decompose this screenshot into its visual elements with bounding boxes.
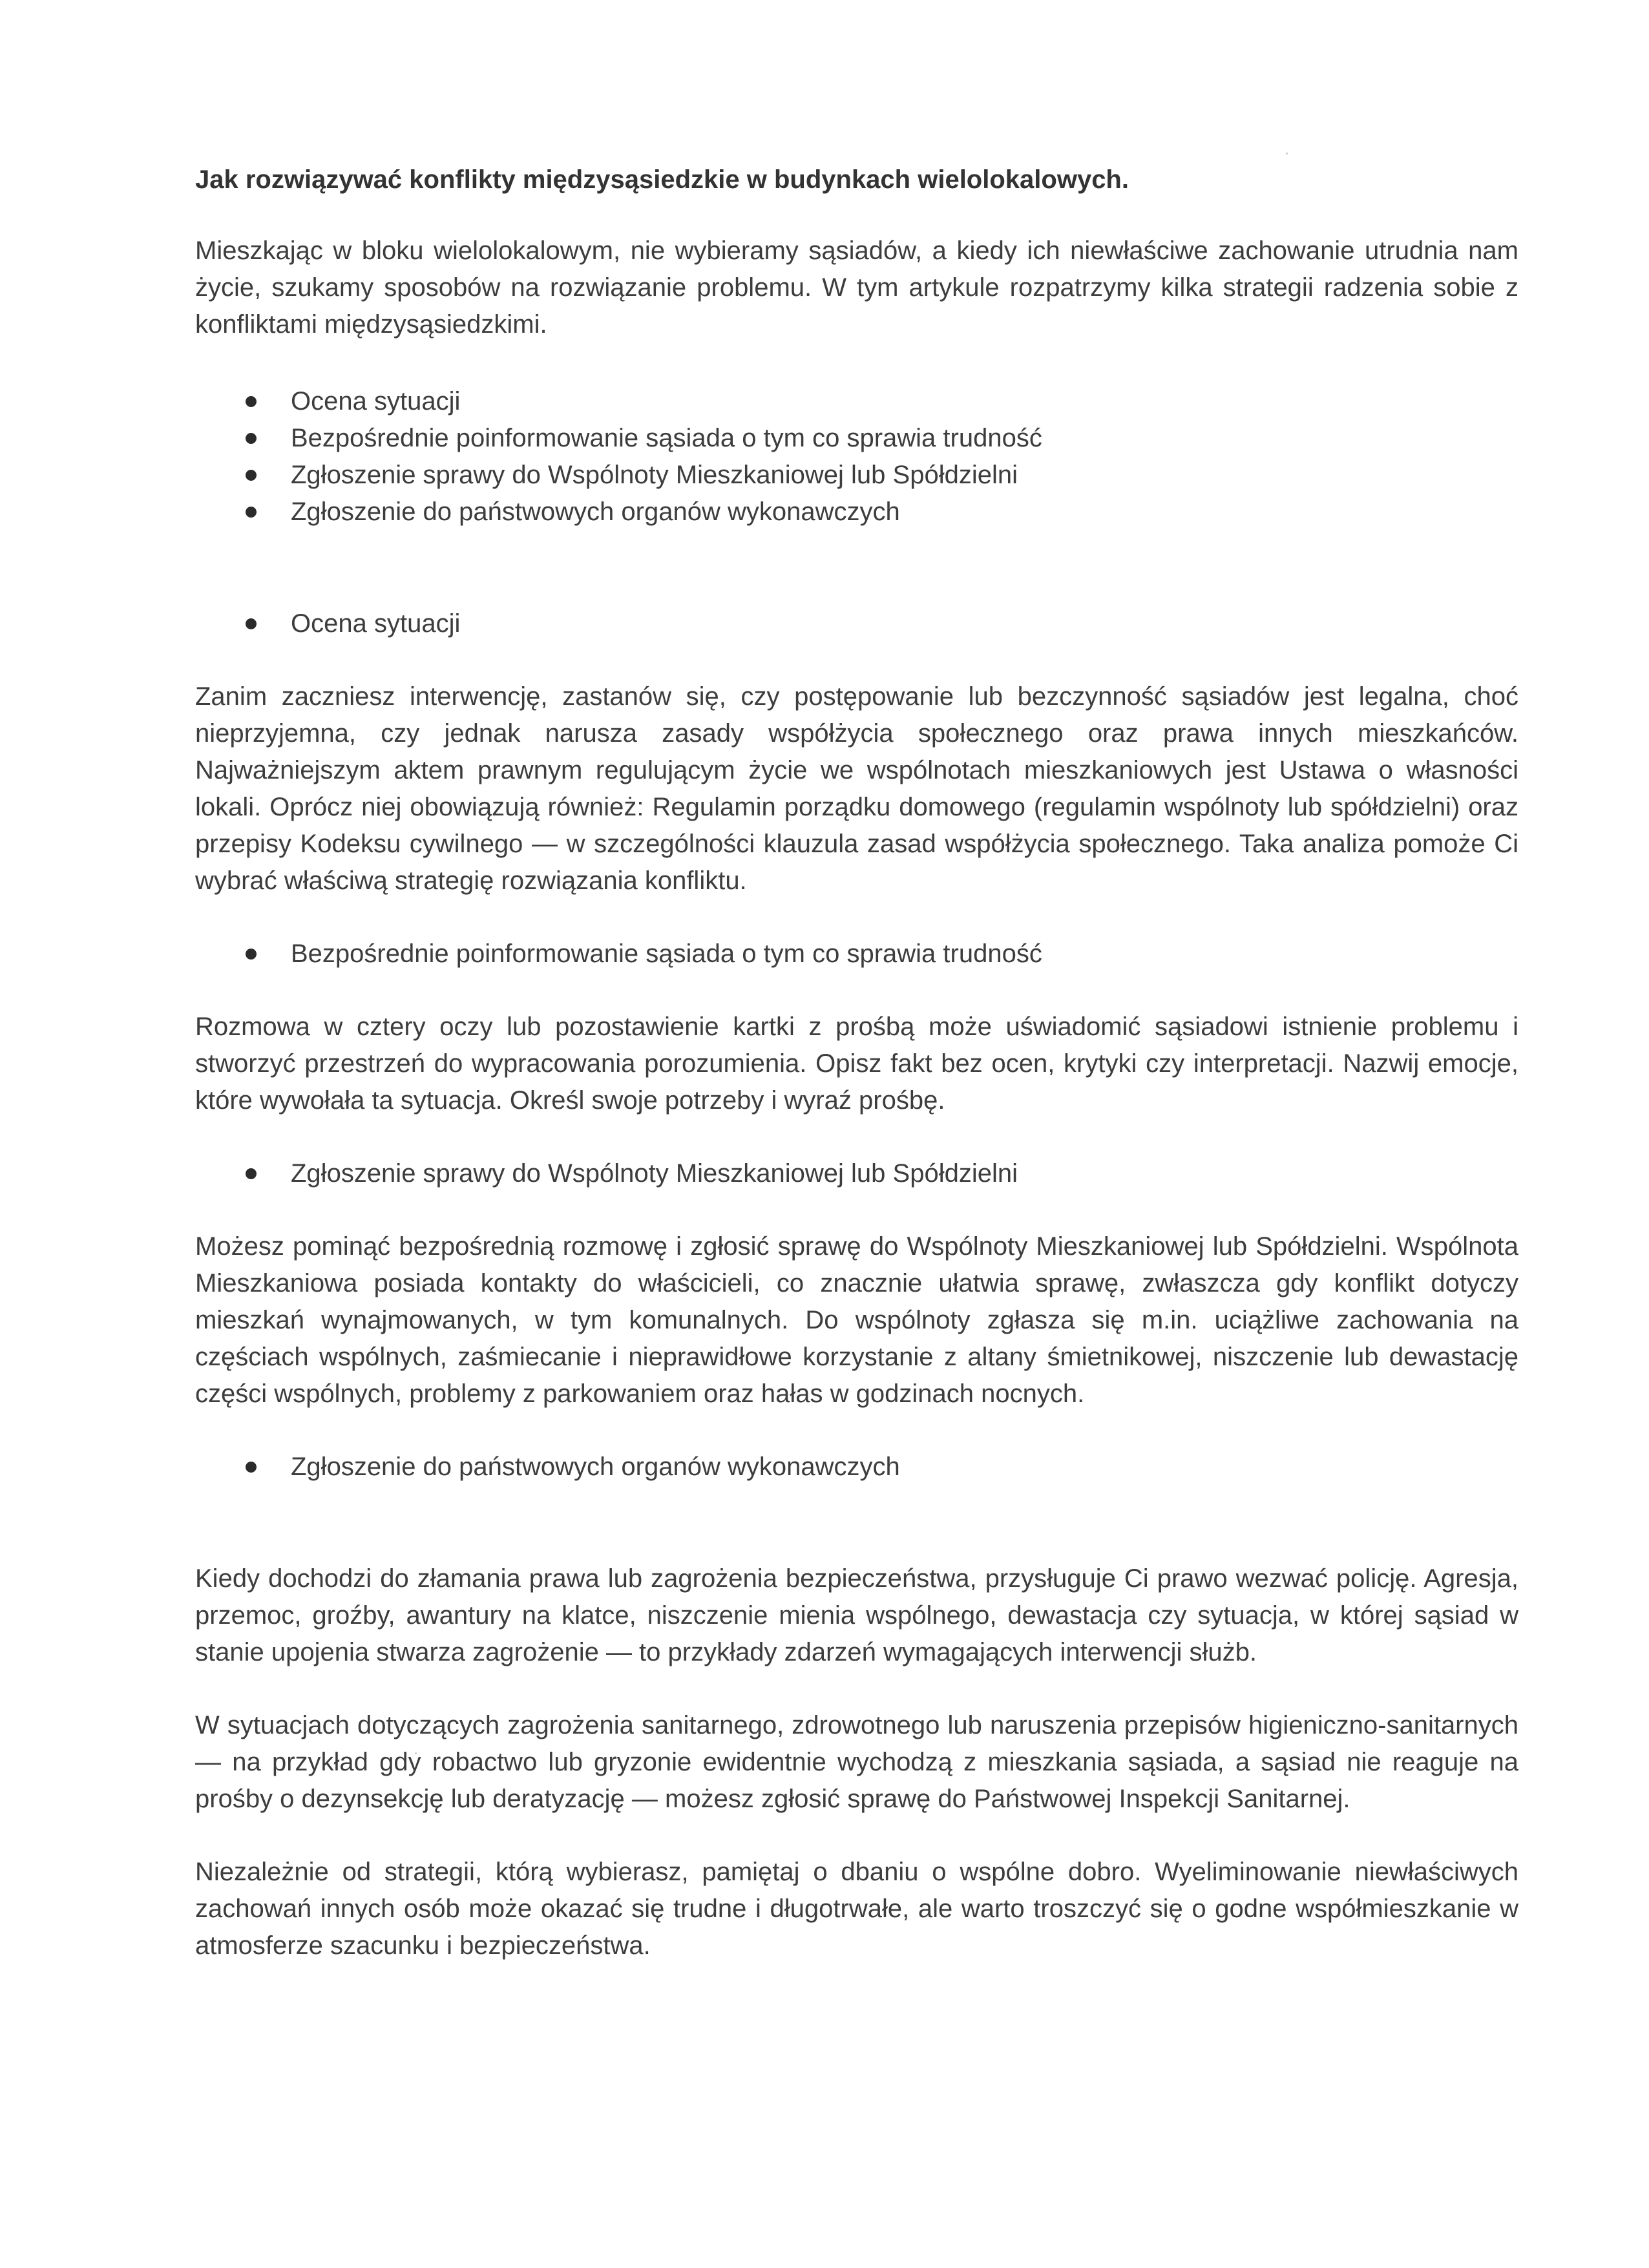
toc-item xyxy=(195,420,1518,457)
section-heading-label: Zgłoszenie sprawy do Wspólnoty Mieszkaniowej lub Spółdzielni xyxy=(291,1159,1018,1188)
bullet-icon xyxy=(246,949,257,960)
intro-paragraph: Mieszkając w bloku wielolokalowym, nie wybieramy sąsiadów, a kiedy ich niewłaściwe zachowanie utrudnia nam życie, szukamy sposobów na rozwiązanie problemu. W tym artykule rozpatrzymy kilka strategii radzenia sobie z konfliktami międzysąsiedzkimi. xyxy=(195,236,1518,339)
toc-item xyxy=(195,457,1518,494)
section-heading xyxy=(195,1449,1518,1486)
bullet-icon xyxy=(246,396,257,407)
bullet-icon xyxy=(246,1462,257,1473)
bullet-icon xyxy=(246,433,257,444)
section-paragraph: Możesz pominąć bezpośrednią rozmowę i zgłosić sprawę do Wspólnoty Mieszkaniowej lub Spółdzielni. Wspólnota Mieszkaniowa posiada kontakty do właścicieli, co znacznie ułatwia sprawę, zwłaszcza gdy konflikt dotyczy mieszkań wynajmowanych, w tym komunalnych. Do wspólnoty zgłasza się m.in. uciążliwe zachowania na częściach wspólnych, zaśmiecanie i nieprawidłowe korzystanie z altany śmietnikowej, niszczenie lub dewastację części wspólnych, problemy z parkowaniem oraz hałas w godzinach nocnych. xyxy=(195,1232,1518,1408)
bullet-icon xyxy=(246,507,257,518)
toc-item-label: Bezpośrednie poinformowanie sąsiada o tym co sprawia trudność xyxy=(291,424,1042,452)
toc-list xyxy=(195,383,1518,530)
toc-item xyxy=(195,494,1518,530)
toc-item-label: Zgłoszenie sprawy do Wspólnoty Mieszkaniowej lub Spółdzielni xyxy=(291,461,1018,489)
section-paragraph: Rozmowa w cztery oczy lub pozostawienie kartki z prośbą może uświadomić sąsiadowi istnienie problemu i stworzyć przestrzeń do wypracowania porozumienia. Opisz fakt bez ocen, krytyki czy interpretacji. Nazwij emocje, które wywołała ta sytuacja. Określ swoje potrzeby i wyraź prośbę. xyxy=(195,1013,1518,1115)
section-heading xyxy=(195,1155,1518,1192)
section-paragraph: W sytuacjach dotyczących zagrożenia sanitarnego, zdrowotnego lub naruszenia przepisów higieniczno-sanitarnych — na przykład gdy robactwo lub gryzonie ewidentnie wychodzą z mieszkania sąsiada, a sąsiad nie reaguje na prośby o dezynsekcję lub deratyzację — możesz zgłosić sprawę do Państwowej Inspekcji Sanitarnej. xyxy=(195,1711,1518,1813)
section-paragraph: Kiedy dochodzi do złamania prawa lub zagrożenia bezpieczeństwa, przysługuje Ci prawo wezwać policję. Agresja, przemoc, groźby, awantury na klatce, niszczenie mienia wspólnego, dewastacja czy sytuacja, w której sąsiad w stanie upojenia stwarza zagrożenie — to przykłady zdarzeń wymagających interwencji służb. xyxy=(195,1564,1518,1666)
section-heading-label: Ocena sytuacji xyxy=(291,609,461,638)
section-heading xyxy=(195,936,1518,972)
document-body xyxy=(195,162,1518,1964)
bullet-icon xyxy=(246,618,257,629)
section-paragraph: Zanim zaczniesz interwencję, zastanów się, czy postępowanie lub bezczynność sąsiadów jest legalna, choć nieprzyjemna, czy jednak narusza zasady współżycia społecznego oraz prawa innych mieszkańców. Najważniejszym aktem prawnym regulującym życie we wspólnotach mieszkaniowych jest Ustawa o własności lokali. Oprócz niej obowiązują również: Regulamin porządku domowego (regulamin wspólnoty lub spółdzielni) oraz przepisy Kodeksu cywilnego — w szczególności klauzula zasad współżycia społecznego. Taka analiza pomoże Ci wybrać właściwą strategię rozwiązania konfliktu. xyxy=(195,682,1518,895)
closing-paragraph: Niezależnie od strategii, którą wybierasz, pamiętaj o dbaniu o wspólne dobro. Wyeliminowanie niewłaściwych zachowań innych osób może okazać się trudne i długotrwałe, ale warto troszczyć się o godne współmieszkanie w atmosferze szacunku i bezpieczeństwa. xyxy=(195,1858,1518,1960)
toc-item-label: Ocena sytuacji xyxy=(291,387,461,415)
toc-item xyxy=(195,383,1518,420)
section-heading-label: Zgłoszenie do państwowych organów wykonawczych xyxy=(291,1453,900,1481)
bullet-icon xyxy=(246,1168,257,1179)
bullet-icon xyxy=(246,470,257,481)
section-heading-label: Bezpośrednie poinformowanie sąsiada o tym co sprawia trudność xyxy=(291,940,1042,968)
scan-speck xyxy=(1286,152,1288,154)
section-heading xyxy=(195,605,1518,642)
document-title: Jak rozwiązywać konflikty międzysąsiedzkie w budynkach wielolokalowych. xyxy=(195,165,1129,194)
toc-item-label: Zgłoszenie do państwowych organów wykonawczych xyxy=(291,498,900,526)
